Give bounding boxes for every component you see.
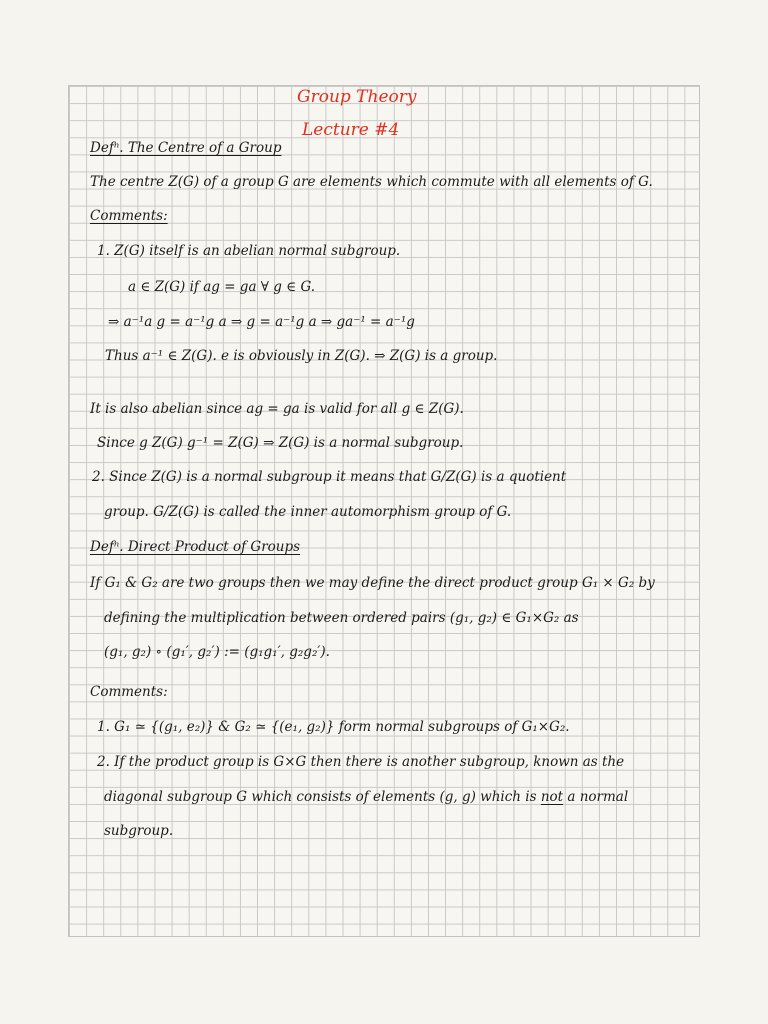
comment-line: 2. If the product group is G×G then there is another subgroup, known as the: [97, 754, 625, 770]
comments-heading-1: Comments:: [90, 208, 168, 224]
comment-line: Thus a⁻¹ ∈ Z(G). e is obviously in Z(G). ⇒ Z(G) is a group.: [105, 348, 498, 364]
comment-line: ⇒ a⁻¹a g = a⁻¹g a ⇒ g = a⁻¹g a ⇒ ga⁻¹ = a⁻¹g: [108, 314, 415, 330]
comment-line-diagonal: [104, 788, 628, 806]
comment-line: 2. Since Z(G) is a normal subgroup it means that G/Z(G) is a quotient: [92, 469, 567, 485]
comment-line: group. G/Z(G) is called the inner automorphism group of G.: [104, 504, 512, 520]
comment-line: subgroup.: [104, 823, 174, 839]
page-title: Group Theory: [297, 87, 417, 107]
comment-line: Since g Z(G) g⁻¹ = Z(G) ⇒ Z(G) is a normal subgroup.: [97, 435, 464, 451]
definition-heading-direct-product: Defⁿ. Direct Product of Groups: [90, 539, 301, 555]
definition-line: If G₁ & G₂ are two groups then we may define the direct product group G₁ × G₂ by: [90, 575, 655, 591]
emphasis-not: not: [540, 789, 564, 805]
comment-line: It is also abelian since ag = ga is valid for all g ∈ Z(G).: [90, 401, 464, 417]
comments-heading-2: Comments:: [90, 684, 168, 700]
lecture-number: Lecture #4: [302, 120, 400, 140]
diagonal-text: diagonal subgroup G which consists of elements (g, g) which is: [104, 789, 537, 805]
comment-line: a ∈ Z(G) if ag = ga ∀ g ∈ G.: [128, 279, 316, 295]
definition-line: defining the multiplication between ordered pairs (g₁, g₂) ∈ G₁×G₂ as: [104, 610, 579, 626]
definition-line: (g₁, g₂) ∘ (g₁′, g₂′) := (g₁g₁′, g₂g₂′).: [104, 644, 330, 660]
comment-line: 1. Z(G) itself is an abelian normal subgroup.: [97, 243, 401, 259]
diagonal-text-end: a normal: [567, 789, 629, 805]
comment-line: 1. G₁ ≃ {(g₁, e₂)} & G₂ ≃ {(e₁, g₂)} form normal subgroups of G₁×G₂.: [97, 719, 570, 735]
definition-text-centre: The centre Z(G) of a group G are elements which commute with all elements of G.: [90, 174, 653, 190]
definition-heading-centre: Defⁿ. The Centre of a Group: [90, 140, 282, 156]
